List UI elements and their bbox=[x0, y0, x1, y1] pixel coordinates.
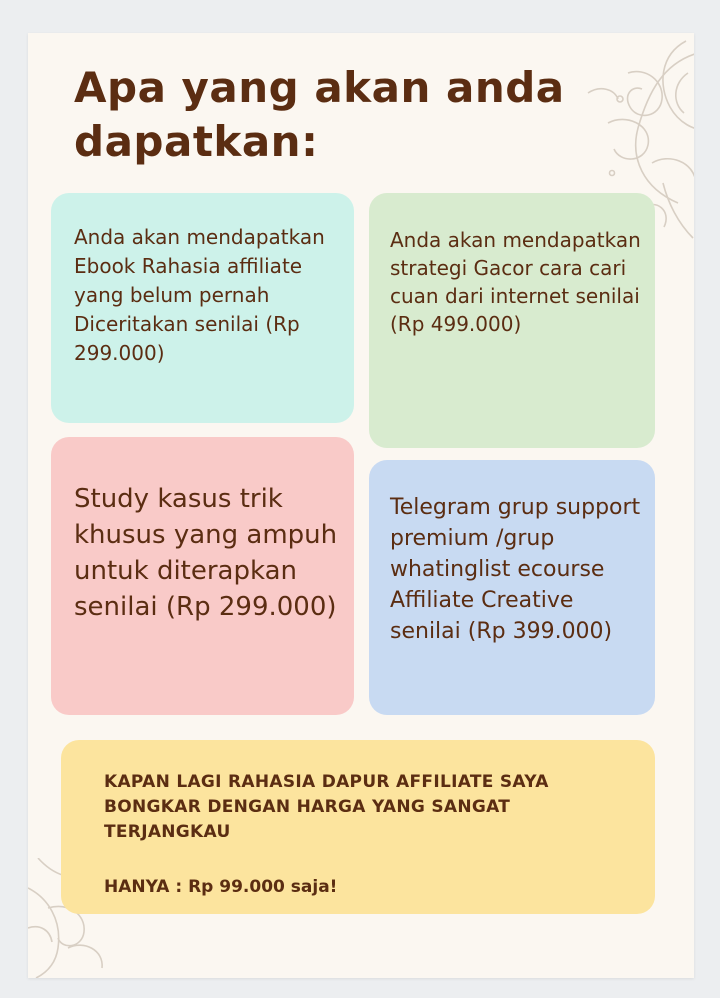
benefit-card-text: Anda akan mendapatkan Ebook Rahasia affiliate yang belum pernah Diceritakan senilai (Rp 299.000) bbox=[74, 225, 325, 365]
benefit-card-telegram bbox=[369, 460, 655, 715]
benefit-card-strategy bbox=[369, 193, 655, 448]
benefit-card-text: Telegram grup support premium /grup whatinglist ecourse Affiliate Creative senilai (Rp 399.000) bbox=[390, 495, 641, 644]
page-title: Apa yang akan anda dapatkan: bbox=[74, 63, 565, 166]
offer-headline: KAPAN LAGI RAHASIA DAPUR AFFILIATE SAYA BONGKAR DENGAN HARGA YANG SANGAT TERJANGKAU bbox=[104, 772, 549, 842]
poster bbox=[28, 33, 694, 978]
offer-price: HANYA : Rp 99.000 saja! bbox=[104, 877, 338, 897]
benefit-card-ebook bbox=[51, 193, 354, 423]
benefit-card-case-study bbox=[51, 437, 354, 715]
benefit-card-text: Study kasus trik khusus yang ampuh untuk diterapkan senilai (Rp 299.000) bbox=[74, 484, 338, 622]
benefit-card-text: Anda akan mendapatkan strategi Gacor cara cari cuan dari internet senilai (Rp 499.000) bbox=[390, 228, 641, 336]
offer-banner bbox=[61, 740, 655, 914]
